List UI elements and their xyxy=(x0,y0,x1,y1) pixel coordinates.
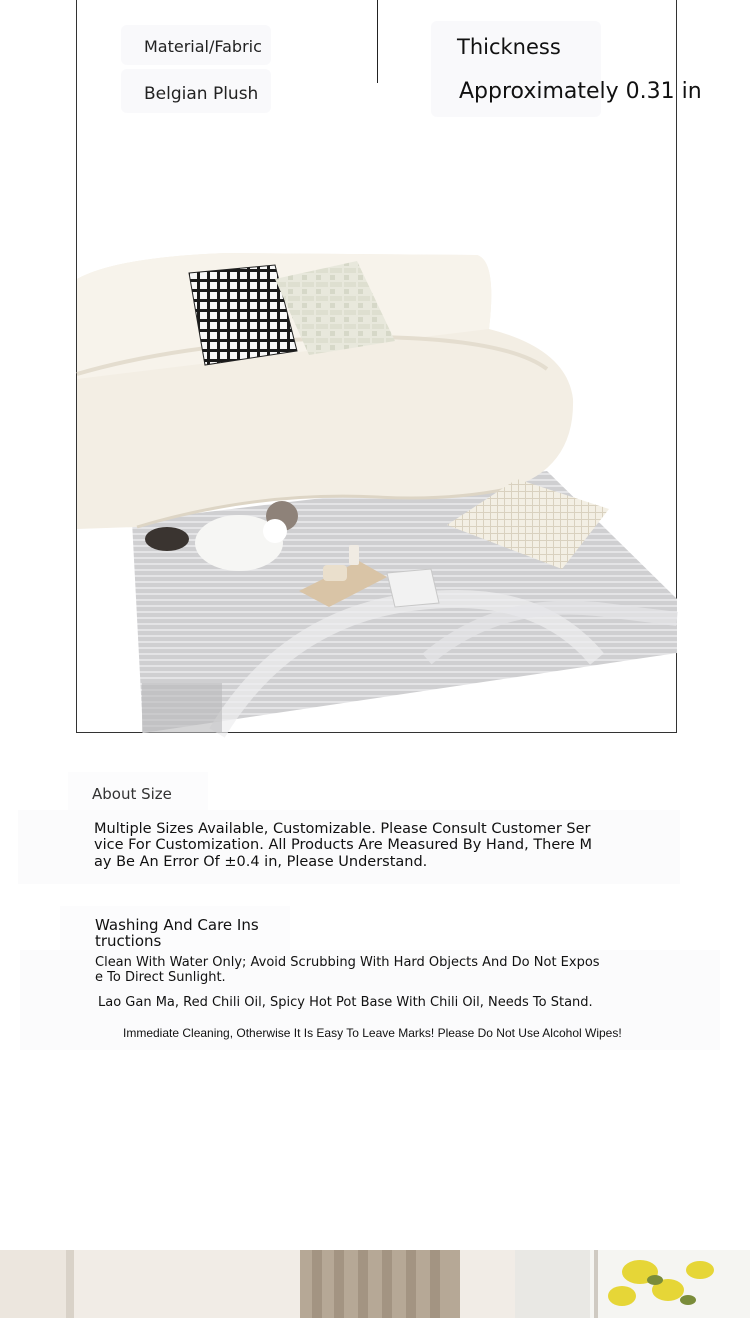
care-title-line-1: Washing And Care Ins xyxy=(95,916,259,934)
book xyxy=(387,569,439,607)
care-text-2: Lao Gan Ma, Red Chili Oil, Spicy Hot Pot Base With Chili Oil, Needs To Stand. xyxy=(98,995,593,1010)
care-text-1-line-2: e To Direct Sunlight. xyxy=(95,970,226,985)
room-photo xyxy=(0,1250,750,1318)
product-photo xyxy=(77,239,678,733)
about-size-line-2: vice For Customization. All Products Are Measured By Hand, There M xyxy=(94,837,592,853)
care-text-1-line-1: Clean With Water Only; Avoid Scrubbing With Hard Objects And Do Not Expos xyxy=(95,955,600,970)
care-title-line-2: tructions xyxy=(95,932,162,950)
material-label: Material/Fabric xyxy=(144,37,262,56)
product-panel xyxy=(76,0,702,733)
material-value: Belgian Plush xyxy=(144,84,259,104)
about-size-line-1: Multiple Sizes Available, Customizable. Please Consult Customer Ser xyxy=(94,821,591,837)
care-text-3: Immediate Cleaning, Otherwise It Is Easy To Leave Marks! Please Do Not Use Alcohol Wipes! xyxy=(123,1026,622,1040)
spec-divider xyxy=(377,0,378,83)
thickness-value: Approximately 0.31 in xyxy=(459,79,702,104)
thickness-label: Thickness xyxy=(457,35,561,59)
about-size-title: About Size xyxy=(92,785,172,803)
about-size-line-3: ay Be An Error Of ±0.4 in, Please Understand. xyxy=(94,854,428,870)
